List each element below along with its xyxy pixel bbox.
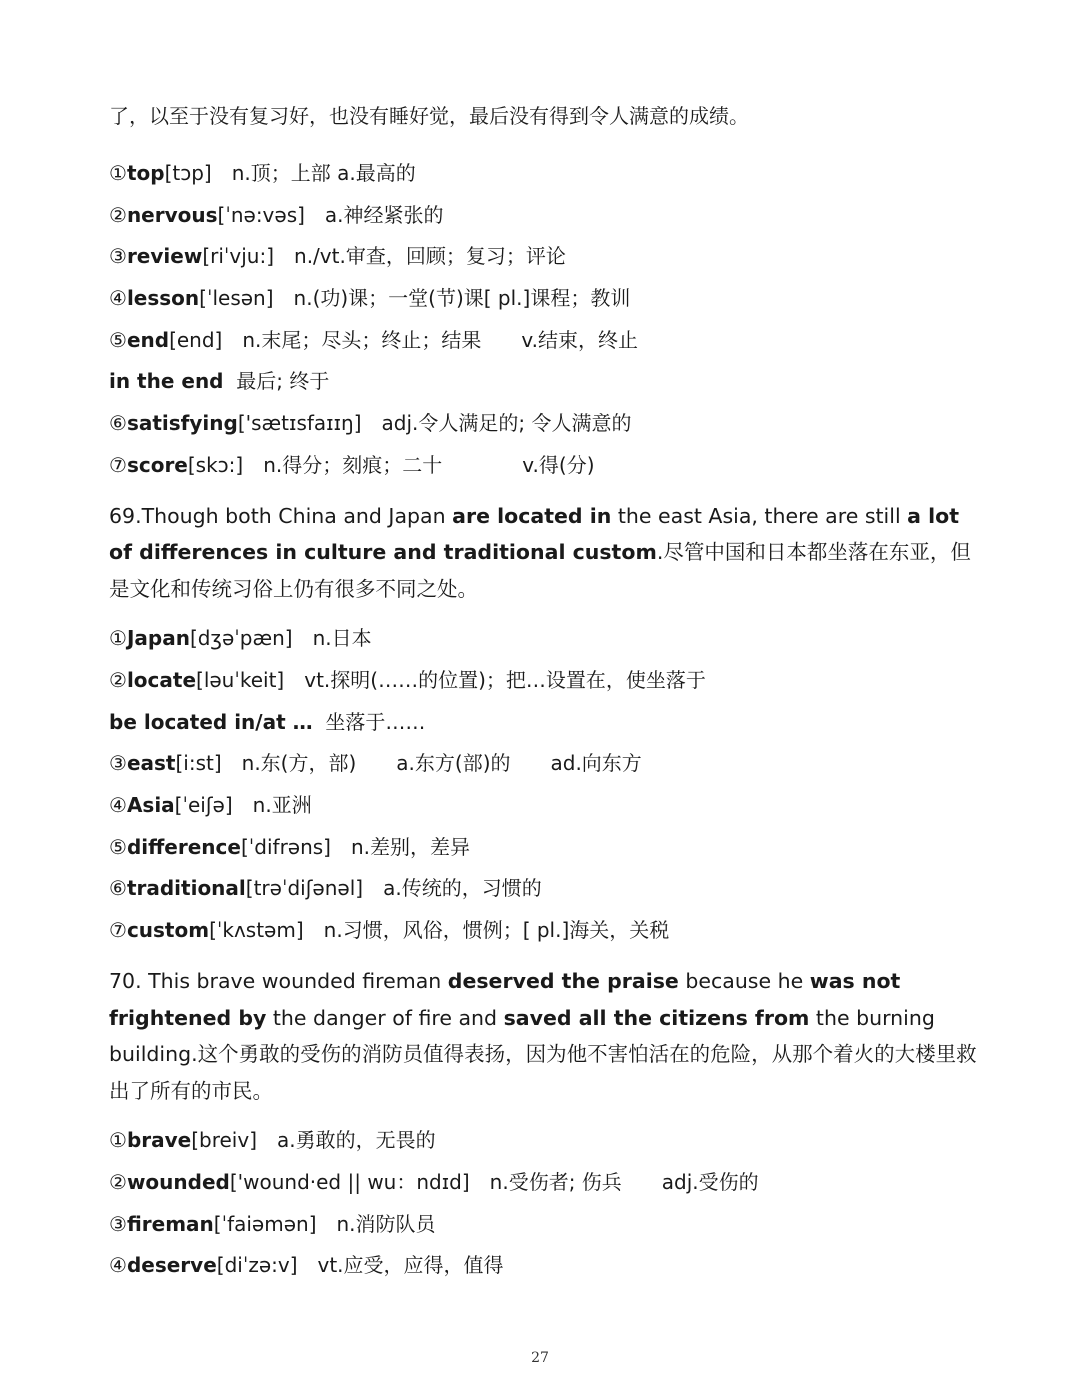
phrase-item: be located in/at … 坐落于…… (109, 709, 426, 734)
sentence-69: 69.Though both China and Japan are located in the east Asia, there are still a lot of differences in culture and traditional custom.尽管中国和日本都坐落在东亚，但是文化和传统习俗上仍有很多不同之处。 (109, 503, 971, 601)
vocab-list-3 (109, 1127, 981, 1278)
vocab-item: ②nervous[ˈnə:vəs] a.神经紧张的 (109, 202, 444, 227)
page-number: 27 (531, 1350, 549, 1366)
vocab-item: ⑤difference[ˈdifrəns] n.差别，差异 (109, 834, 471, 859)
phrase-item: in the end 最后; 终于 (109, 369, 330, 394)
vocab-item: ①brave[breiv] a.勇敢的，无畏的 (109, 1128, 436, 1153)
vocab-item: ④deserve[diˈzə:v] vt.应受，应得，值得 (109, 1253, 504, 1278)
vocab-item: ③review[riˈvju:] n./vt.审查，回顾；复习；评论 (109, 244, 566, 269)
vocab-item: ⑥satisfying['sætɪsfaɪɪŋ] adj.令人满足的; 令人满意的 (109, 411, 632, 436)
vocab-item: ⑥traditional[trəˈdiʃənəl] a.传统的，习惯的 (109, 876, 542, 901)
vocab-item: ②locate[ləuˈkeit] vt.探明(……的位置)；把…设置在，使坐落于 (109, 668, 706, 692)
vocab-item: ⑤end[end] n.末尾；尽头；终止；结果 v.结束，终止 (109, 327, 639, 352)
vocab-item: ②wounded['wound·ed || wu：ndɪd] n.受伤者; 伤兵 adj.受伤的 (109, 1169, 759, 1194)
vocab-item: ④lesson[ˈlesən] n.(功)课；一堂(节)课[ pl.]课程；教训 (109, 286, 631, 311)
vocab-list-2 (109, 625, 981, 943)
vocab-list-1 (109, 160, 981, 478)
vocab-item: ③east[i:st] n.东(方，部) a.东方(部)的 ad.向东方 (109, 751, 642, 776)
sentence-70: 70. This brave wounded fireman deserved the praise because he was not frightened by the danger of fire and saved all the citizens from the burning building.这个勇敢的受伤的消防员值得表扬，因为他不害怕活在的危险，从那个着火的大楼里救出了所有的市民。 (109, 969, 977, 1103)
vocab-item: ⑦custom[ˈkʌstəm] n.习惯，风俗，惯例；[ pl.]海关，关税 (109, 918, 670, 943)
top-line: 了，以至于没有复习好，也没有睡好觉，最后没有得到令人满意的成绩。 (109, 104, 749, 128)
vocab-item: ①top[tɔp] n.顶；上部 a.最高的 (109, 161, 416, 185)
vocab-item: ⑦score[skɔ:] n.得分；刻痕；二十 v.得(分) (109, 452, 595, 477)
vocab-item: ③fireman[ˈfaiəmən] n.消防队员 (109, 1211, 436, 1236)
vocab-item: ①Japan[dʒəˈpæn] n.日本 (109, 626, 372, 651)
vocab-item: ④Asia[ˈeiʃə] n.亚洲 (109, 793, 312, 818)
page-content (109, 103, 981, 1278)
